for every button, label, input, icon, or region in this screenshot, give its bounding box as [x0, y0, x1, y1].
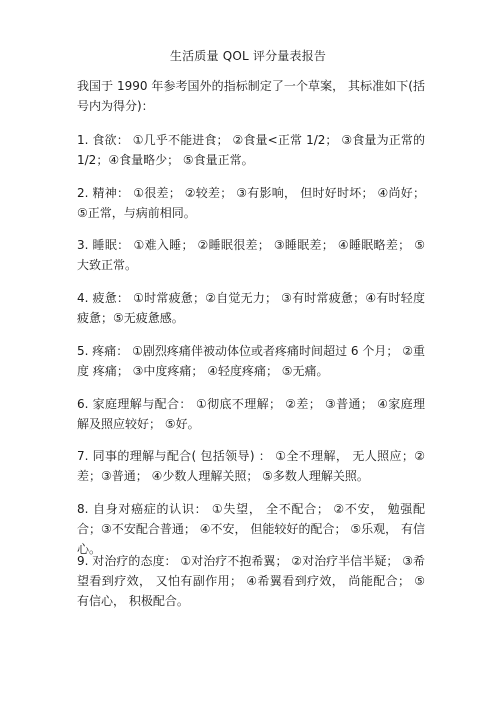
item-sleep: 3. 睡眠： ①难入睡； ②睡眠很差； ③睡眠差； ④睡眠略差； ⑤大致正常。: [77, 238, 425, 272]
intro-paragraph: 我国于 1990 年参考国外的指标制定了一个草案， 其标准如下(括号内为得分)：: [77, 79, 425, 113]
item-cancer-awareness: 8. 自身对癌症的认识： ①失望， 全不配合； ②不安， 勉强配合；③不安配合普通； ④不安， 但能较好的配合； ⑤乐观， 有信心。: [77, 502, 425, 556]
item-appetite: 1. 食欲： ①几乎不能进食； ②食量<正常 1/2； ③食量为正常的 1/2；④食量略少； ⑤食量正常。: [77, 133, 425, 167]
item-fatigue: 4. 疲惫： ①时常疲惫；②自觉无力； ③有时常疲惫；④有时轻度疲惫；⑤无疲惫感。: [77, 291, 425, 325]
item-family-support: 6. 家庭理解与配合： ①彻底不理解； ②差； ③普通； ④家庭理解及照应较好； ⑤好。: [77, 397, 425, 431]
item-spirit: 2. 精神： ①很差； ②较差； ③有影响， 但时好时坏； ④尚好；⑤正常，与病前相同。: [77, 186, 425, 220]
item-colleague-support: 7. 同事的理解与配合( 包括领导) ： ①全不理解， 无人照应；②差；③普通； ④少数人理解关照； ⑤多数人理解关照。: [77, 449, 425, 483]
item-treatment-attitude: 9. 对治疗的态度： ①对治疗不抱希翼； ②对治疗半信半疑； ③希望看到疗效， 又怕有副作用； ④希翼看到疗效， 尚能配合； ⑤有信心， 积极配合。: [77, 554, 425, 608]
document-title: 生活质量 QOL 评分量表报告: [169, 49, 327, 63]
item-pain: 5. 疼痛： ①剧烈疼痛伴被动体位或者疼痛时间超过 6 个月； ②重度 疼痛； ③中度疼痛； ④轻度疼痛； ⑤无痛。: [77, 344, 425, 378]
